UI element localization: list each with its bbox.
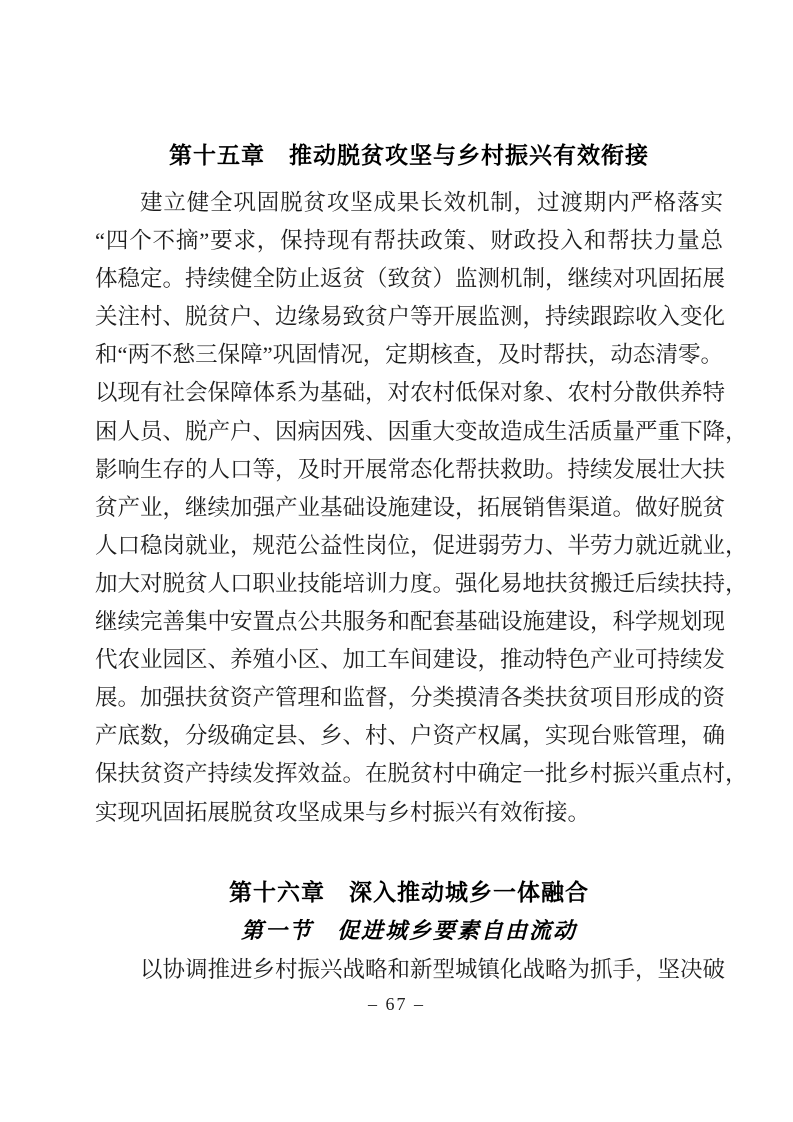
body-text-line: 困人员、脱产户、因病因残、因重大变故造成生活质量严重下降， <box>95 418 748 444</box>
body-text-line: 展。加强扶贫资产管理和监督，分类摸清各类扶贫项目形成的资 <box>95 685 726 711</box>
body-text-line: 和“两不愁三保障”巩固情况，定期核查，及时帮扶，动态清零。 <box>95 342 723 368</box>
chapter-16-paragraph <box>95 951 726 989</box>
body-text-line: 建立健全巩固脱贫攻坚成果长效机制，过渡期内严格落实 <box>140 190 723 215</box>
body-text-line: 以协调推进乡村振兴战略和新型城镇化战略为抓手，坚决破 <box>140 956 726 982</box>
body-text-line: 代农业园区、养殖小区、加工车间建设，推动特色产业可持续发 <box>95 647 726 673</box>
body-text-line: 人口稳岗就业，规范公益性岗位，促进弱劳力、半劳力就近就业， <box>95 532 748 558</box>
body-text-line: 以现有社会保障体系为基础，对农村低保对象、农村分散供养特 <box>95 380 726 406</box>
body-text-line: 体稳定。持续健全防止返贫（致贫）监测机制，继续对巩固拓展 <box>95 266 726 292</box>
chapter-16-title: 第十六章 深入推动城乡一体融合 <box>229 878 589 905</box>
body-text-line: 产底数，分级确定县、乡、村、户资产权属，实现台账管理，确 <box>95 723 726 749</box>
body-text-line: 加大对脱贫人口职业技能培训力度。强化易地扶贫搬迁后续扶持， <box>95 570 748 596</box>
body-text-line: 继续完善集中安置点公共服务和配套基础设施建设，科学规划现 <box>95 609 726 635</box>
body-text-line: 实现巩固拓展脱贫攻坚成果与乡村振兴有效衔接。 <box>95 799 591 825</box>
body-text-line: 影响生存的人口等，及时开展常态化帮扶救助。持续发展壮大扶 <box>95 456 726 482</box>
body-text-line: 保扶贫资产持续发挥效益。在脱贫村中确定一批乡村振兴重点村， <box>95 761 748 787</box>
chapter-15-paragraph <box>95 184 748 832</box>
text-column <box>95 0 748 989</box>
body-text-line: 关注村、脱贫户、边缘易致贫户等开展监测，持续跟踪收入变化 <box>95 304 726 330</box>
section-1-title: 第一节 促进城乡要素自由流动 <box>240 917 577 943</box>
page-number: – 67 – <box>368 994 425 1014</box>
body-text-line: 贫产业，继续加强产业基础设施建设，拓展销售渠道。做好脱贫 <box>95 494 726 520</box>
chapter-15-title: 第十五章 推动脱贫攻坚与乡村振兴有效衔接 <box>169 142 649 168</box>
body-text-line: “四个不摘”要求，保持现有帮扶政策、财政投入和帮扶力量总 <box>95 228 723 254</box>
